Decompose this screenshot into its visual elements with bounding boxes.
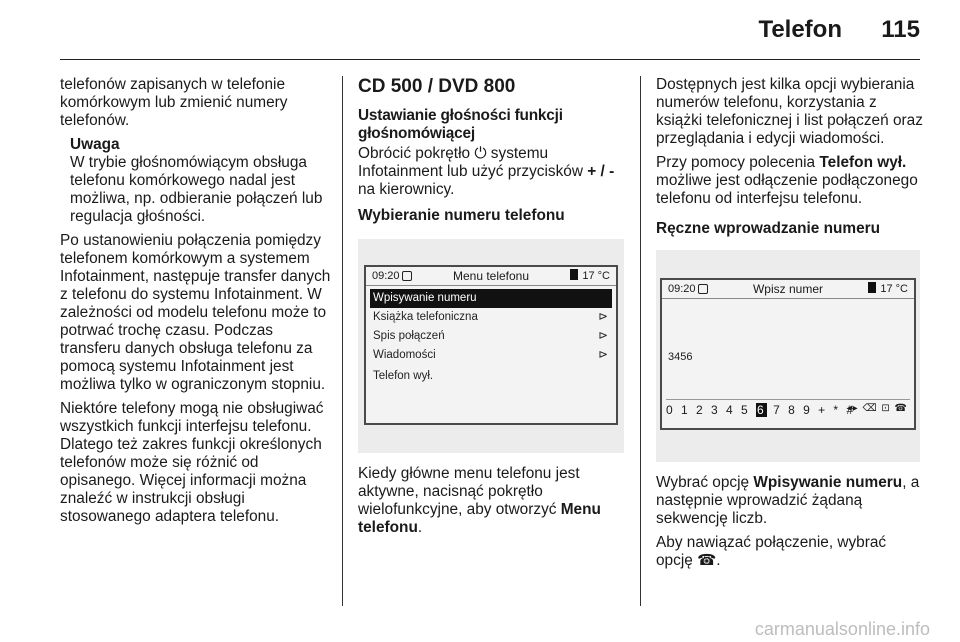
paragraph: telefonów zapisanych w telefonie komórkowym lub zmienić numery telefonów. [60, 76, 288, 129]
column-2 [358, 76, 632, 543]
note-text: W trybie głośnomówiącym obsługa telefonu komórkowego nadal jest możliwa, np. odbieranie połączeń lub regulacja głośności. [70, 154, 323, 225]
display-screen [364, 265, 618, 425]
paragraph [358, 465, 632, 537]
text-run: systemu Infotainment lub użyć przycisków [358, 145, 588, 180]
text-run: Obrócić pokrętło [358, 145, 475, 162]
text-run: Aby nawiązać połączenie, wybrać opcję [656, 534, 887, 569]
clock: 09:20 [668, 283, 696, 295]
temperature [868, 280, 908, 298]
temperature-value: 17 °C [880, 283, 908, 295]
page-number: 115 [881, 16, 920, 43]
power-icon: ⏻ [474, 145, 487, 162]
phone-menu-list [370, 289, 612, 386]
call-icon: ☎ [697, 552, 717, 569]
entered-number: 3456 [668, 351, 693, 363]
phone-icon [868, 282, 876, 293]
column-divider [342, 76, 343, 606]
paragraph [656, 474, 924, 528]
menu-item-label: Wpisywanie numeru [373, 292, 477, 304]
clock: 09:20 [372, 270, 400, 282]
menu-item-phone-off[interactable] [370, 367, 612, 386]
digit-key-selected[interactable]: 6 [757, 403, 767, 417]
paragraph [656, 154, 924, 208]
text-run: , a następnie wprowadzić żądaną sekwencję liczb. [656, 474, 920, 527]
paragraph [358, 145, 632, 199]
arrow-right-icon: ⊳ [598, 330, 608, 342]
display-screen [660, 278, 916, 430]
menu-item-label: Wiadomości [373, 349, 436, 361]
text-run: Kiedy główne menu telefonu jest aktywne, nacisnąć pokrętło wielofunkcyjne, aby otworzyć [358, 465, 580, 518]
subsection-heading: Wybieranie numeru telefonu [358, 207, 565, 224]
menu-item-phonebook[interactable] [370, 308, 612, 327]
option-name: Wpisywanie numeru [753, 474, 903, 491]
page-title: Telefon [758, 16, 842, 43]
menu-item-label: Książka telefoniczna [373, 311, 478, 323]
watermark: carmanualsonline.info [754, 619, 930, 639]
menu-name: Menu telefonu [358, 501, 601, 536]
digit-keys[interactable]: 0 1 2 3 4 5 [666, 403, 757, 417]
status-bar [366, 267, 616, 286]
status-bar [662, 280, 914, 299]
screen-title: Menu telefonu [452, 269, 530, 283]
column-3 [656, 76, 924, 576]
column-1 [60, 76, 332, 532]
arrow-right-icon: ⊳ [598, 349, 608, 361]
text-run: Przy pomocy polecenia [656, 154, 820, 171]
paragraph: Dostępnych jest kilka opcji wybierania numerów telefonu, korzystania z książki telefonicznej i list połączeń oraz przeglądania i edycji wiadomości. [656, 76, 923, 147]
menu-item-messages[interactable] [370, 346, 612, 365]
text-run: na kierownicy. [358, 181, 455, 198]
arrow-right-icon: ⊳ [598, 311, 608, 323]
paragraph [656, 534, 924, 570]
control-icons[interactable]: ◂▸ ⌫ ⊡ ☎ [846, 403, 908, 414]
text-run: Wybrać opcję [656, 474, 754, 491]
screen-figure [656, 250, 920, 462]
page-header [0, 0, 960, 62]
temperature-value: 17 °C [582, 270, 610, 282]
menu-item-number-entry[interactable] [370, 289, 612, 308]
subsection-heading: Ręczne wprowadzanie numeru [656, 220, 881, 237]
digit-keys[interactable]: 7 8 9 + * # [767, 403, 856, 417]
column-divider [640, 76, 641, 606]
menu-item-call-list[interactable] [370, 327, 612, 346]
paragraph: Niektóre telefony mogą nie obsługiwać wszystkich funkcji interfejsu telefonu. Dlatego też zakres funkcji określonych telefonów może się różnić od opisanego. Więcej informacji można znaleźć w instrukcji obsługi stosowanego adaptera telefonu. [60, 400, 324, 525]
screen-title: Wpisz numer [752, 282, 823, 296]
temperature [570, 267, 610, 285]
text-run: . [716, 552, 721, 569]
text-run: . [417, 519, 423, 536]
paragraph: Po ustanowieniu połączenia pomiędzy telefonem komórkowym a systemem Infotainment, następuje transfer danych z telefonu do systemu Infotainment. W zależności od modelu telefonu może to potrwać trochę czasu. Podczas transferu danych obsługa telefonu za pomocą systemu Infotainment jest możliwa tylko w ograniczonym stopniu. [60, 232, 331, 393]
note-title: Uwaga [70, 136, 120, 153]
header-rule [60, 59, 920, 60]
note-box [70, 136, 332, 226]
command-name: Telefon wył. [819, 154, 907, 171]
screen-figure [358, 239, 624, 453]
subsection-heading: Ustawianie głośności funkcji głośnomówiącej [358, 107, 563, 142]
menu-item-label: Telefon wył. [373, 370, 434, 382]
section-heading: CD 500 / DVD 800 [358, 76, 516, 97]
phone-icon [570, 269, 578, 280]
menu-item-label: Spis połączeń [373, 330, 445, 342]
text-run: możliwe jest odłączenie podłączonego telefonu od interfejsu telefonu. [656, 172, 918, 207]
key-label: + / - [587, 163, 615, 180]
